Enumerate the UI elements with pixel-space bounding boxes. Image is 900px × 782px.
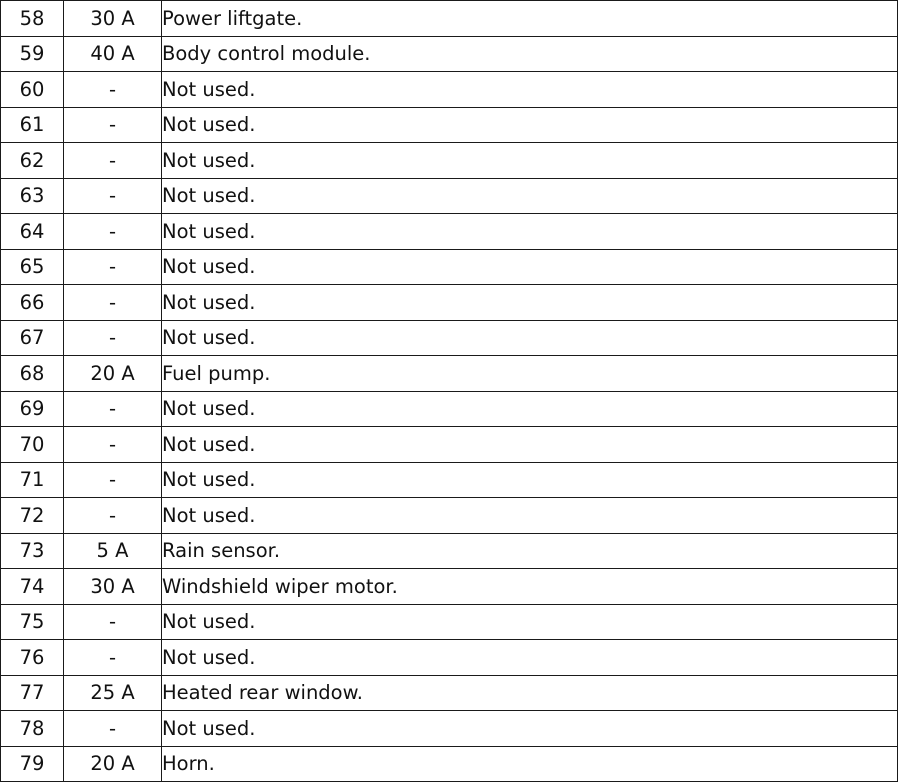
table-row <box>1 356 898 392</box>
fuse-description-cell: Horn. <box>162 746 898 782</box>
fuse-description-cell: Not used. <box>162 711 898 747</box>
table-row <box>1 675 898 711</box>
table-row <box>1 178 898 214</box>
fuse-number-cell: 59 <box>1 36 64 72</box>
fuse-rating-cell: - <box>64 391 162 427</box>
fuse-rating-cell: 5 A <box>64 533 162 569</box>
fuse-description-cell: Not used. <box>162 285 898 321</box>
fuse-description-cell: Body control module. <box>162 36 898 72</box>
fuse-rating-cell: 20 A <box>64 356 162 392</box>
fuse-rating-cell: - <box>64 711 162 747</box>
fuse-description-cell: Fuel pump. <box>162 356 898 392</box>
fuse-number-cell: 63 <box>1 178 64 214</box>
fuse-number-cell: 61 <box>1 107 64 143</box>
fuse-number-cell: 70 <box>1 427 64 463</box>
fuse-rating-cell: 20 A <box>64 746 162 782</box>
fuse-number-cell: 75 <box>1 604 64 640</box>
fuse-rating-cell: - <box>64 320 162 356</box>
fuse-rating-cell: 40 A <box>64 36 162 72</box>
fuse-number-cell: 69 <box>1 391 64 427</box>
fuse-description-cell: Not used. <box>162 320 898 356</box>
fuse-rating-cell: 25 A <box>64 675 162 711</box>
fuse-rating-cell: - <box>64 498 162 534</box>
table-row <box>1 72 898 108</box>
fuse-rating-cell: - <box>64 285 162 321</box>
table-row <box>1 391 898 427</box>
fuse-description-cell: Not used. <box>162 72 898 108</box>
fuse-number-cell: 73 <box>1 533 64 569</box>
table-row <box>1 498 898 534</box>
table-row <box>1 604 898 640</box>
fuse-description-cell: Not used. <box>162 427 898 463</box>
fuse-number-cell: 60 <box>1 72 64 108</box>
fuse-number-cell: 64 <box>1 214 64 250</box>
fuse-description-cell: Not used. <box>162 640 898 676</box>
fuse-description-cell: Not used. <box>162 107 898 143</box>
fuse-description-cell: Power liftgate. <box>162 1 898 37</box>
fuse-rating-cell: - <box>64 249 162 285</box>
fuse-description-cell: Not used. <box>162 143 898 179</box>
table-row <box>1 533 898 569</box>
table-row <box>1 285 898 321</box>
fuse-number-cell: 79 <box>1 746 64 782</box>
fuse-number-cell: 78 <box>1 711 64 747</box>
fuse-rating-cell: - <box>64 143 162 179</box>
fuse-number-cell: 71 <box>1 462 64 498</box>
table-row <box>1 427 898 463</box>
table-row <box>1 107 898 143</box>
table-row <box>1 249 898 285</box>
fuse-description-cell: Not used. <box>162 178 898 214</box>
fuse-description-cell: Not used. <box>162 214 898 250</box>
fuse-number-cell: 76 <box>1 640 64 676</box>
fuse-rating-cell: - <box>64 107 162 143</box>
fuse-number-cell: 72 <box>1 498 64 534</box>
fuse-rating-cell: - <box>64 178 162 214</box>
fuse-rating-cell: 30 A <box>64 1 162 37</box>
fuse-rating-cell: - <box>64 640 162 676</box>
fuse-description-cell: Windshield wiper motor. <box>162 569 898 605</box>
fuse-description-cell: Not used. <box>162 462 898 498</box>
table-row <box>1 143 898 179</box>
table-row <box>1 711 898 747</box>
fuse-rating-cell: 30 A <box>64 569 162 605</box>
fuse-rating-cell: - <box>64 72 162 108</box>
fuse-number-cell: 65 <box>1 249 64 285</box>
table-row <box>1 569 898 605</box>
fuse-number-cell: 58 <box>1 1 64 37</box>
table-row <box>1 36 898 72</box>
fuse-description-cell: Not used. <box>162 249 898 285</box>
table-row <box>1 640 898 676</box>
fuse-number-cell: 67 <box>1 320 64 356</box>
table-row <box>1 462 898 498</box>
table-row <box>1 320 898 356</box>
fuse-description-cell: Rain sensor. <box>162 533 898 569</box>
fuse-number-cell: 77 <box>1 675 64 711</box>
table-row <box>1 214 898 250</box>
fuse-number-cell: 62 <box>1 143 64 179</box>
fuse-description-cell: Not used. <box>162 391 898 427</box>
fuse-table-body <box>1 1 898 782</box>
table-row <box>1 746 898 782</box>
fuse-number-cell: 74 <box>1 569 64 605</box>
fuse-description-cell: Not used. <box>162 498 898 534</box>
fuse-number-cell: 68 <box>1 356 64 392</box>
fuse-rating-cell: - <box>64 462 162 498</box>
fuse-rating-cell: - <box>64 214 162 250</box>
fuse-description-cell: Heated rear window. <box>162 675 898 711</box>
table-row <box>1 1 898 37</box>
fuse-rating-cell: - <box>64 604 162 640</box>
fuse-description-cell: Not used. <box>162 604 898 640</box>
fuse-rating-cell: - <box>64 427 162 463</box>
fuse-number-cell: 66 <box>1 285 64 321</box>
